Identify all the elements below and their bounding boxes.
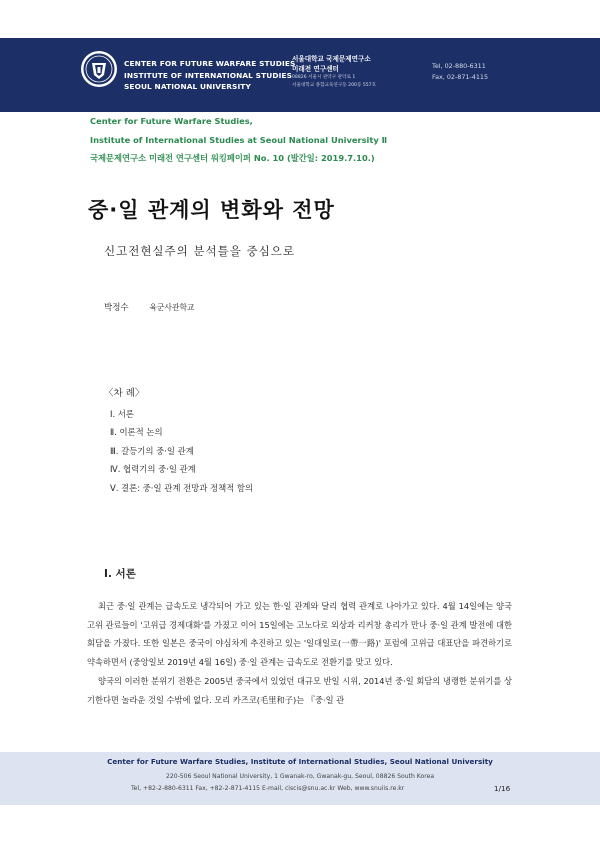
toc-item: Ⅳ. 협력기의 중·일 관계: [110, 464, 196, 474]
toc-heading: 〈차 례〉: [104, 388, 145, 399]
author-line: [104, 301, 213, 313]
toc-item: Ⅱ. 이론적 논의: [110, 427, 163, 437]
footer-contact: Tel, +82-2-880-6311 Fax, +82-2-871-4115 E-mail, ciscis@snu.ac.kr Web, www.snuiis.re.kr: [131, 785, 405, 792]
author-name: 박정수: [104, 303, 129, 313]
toc-item: Ⅰ. 서론: [110, 408, 134, 419]
page-title: 중·일 관계의 변화와 전망: [88, 198, 335, 222]
working-paper-info: Center for Future Warfare Studies, Institute of International Studies at Seoul National University Ⅱ 국제문제연구소 미래전 연구센터 워킹페이퍼 No. 10 (발간일: 2019.7.10.): [90, 116, 388, 163]
toc-item: Ⅴ. 결론: 중·일 관계 전망과 정책적 함의: [110, 482, 254, 493]
footer-address: 220-506 Seoul National University, 1 Gwanak-ro, Gwanak-gu, Seoul, 08826 South Korea: [165, 773, 435, 780]
header-contact: Tel, 02-880-6311 Fax, 02-871-4115: [432, 62, 489, 81]
section-heading: Ⅰ. 서론: [104, 568, 136, 580]
header-korean-name: 서울대학교 국제문제연구소 미래전 연구센터 08826 서울시 관악구 관악로 1 서울대학교 종합교육연구동 200동 557호: [292, 55, 377, 88]
snu-seal-icon: [80, 50, 118, 88]
footer-org: Center for Future Warfare Studies, Institute of International Studies, Seoul National University: [107, 757, 493, 766]
author-affiliation: 육군사관학교: [149, 303, 195, 312]
paragraph: 양국의 이러한 분위기 전환은 2005년 중국에서 있었던 대규모 반일 시위, 2014년 중·일 회담의 냉랭한 분위기를 상기한다면 놀라운 것일 수밖에 없다. 모리 카즈코(毛里和子)는 『중·일 관: [87, 675, 512, 705]
header-english-name: CENTER FOR FUTURE WARFARE STUDIES INSTITUTE OF INTERNATIONAL STUDIES SEOUL NATIONAL UNIVERSITY: [124, 59, 296, 91]
page-number: 1/16: [494, 784, 511, 793]
body-text: [87, 597, 512, 709]
toc-item: Ⅲ. 갈등기의 중·일 관계: [110, 445, 194, 456]
paragraph: 최근 중·일 관계는 급속도로 냉각되어 가고 있는 한·일 관계와 달리 협력 관계로 나아가고 있다. 4월 14일에는 양국 고위 관료들이 '고위급 경제대화'를 가졌고 이어 15일에는 고노다로 외상과 리커창 총리가 만나 중·일 관계 발전에 대한 회담을 가졌다. 또한 일본은 중국이 야심차게 추진하고 있는 '일대일로(一帶一路)' 포럼에 고위급 대표단을 파견하기로 약속하면서 (중앙일보 2019년 4월 16일) 중·일 관계는 급속도로 전환기를 맞고 있다.: [87, 601, 512, 668]
page-subtitle: 신고전현실주의 분석틀을 중심으로: [104, 244, 295, 258]
table-of-contents: [104, 385, 253, 497]
